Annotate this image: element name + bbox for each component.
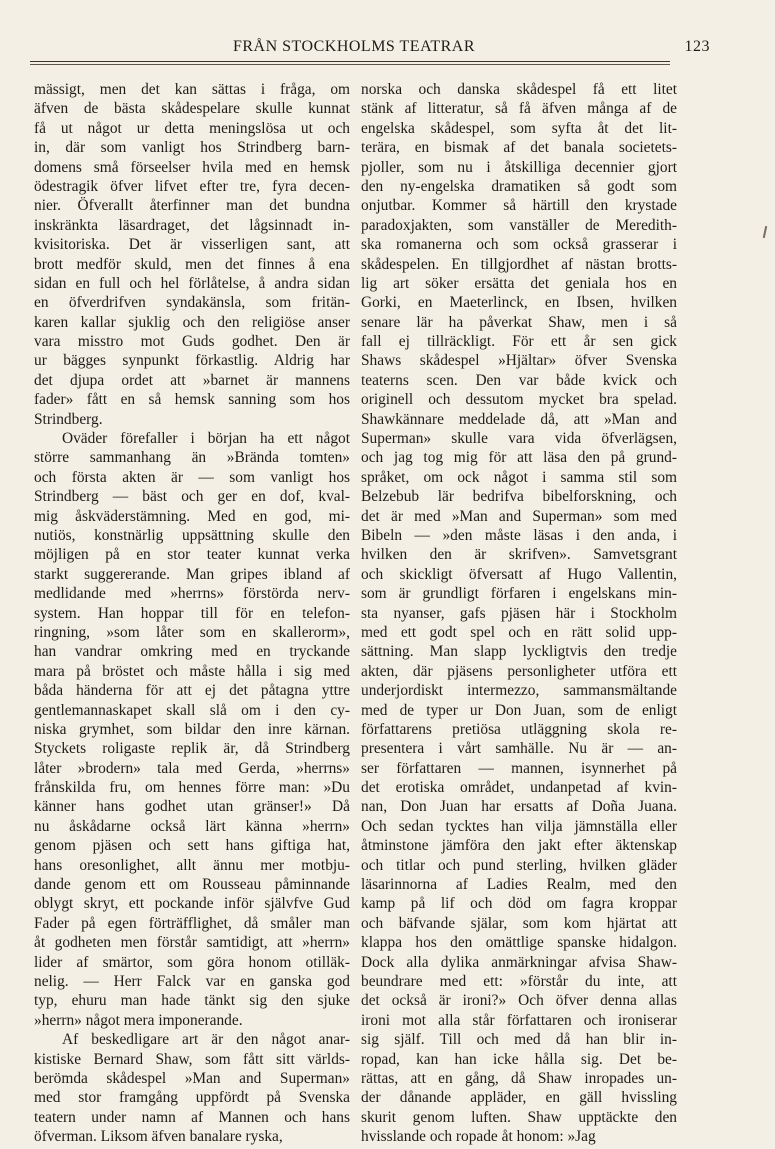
text-line: ringning, »som låter som en skallerorm», bbox=[34, 623, 350, 641]
text-line: teaterns scen. Den var både kvick och bbox=[361, 371, 677, 389]
text-line: Strindberg — bäst och ger en dof, kval- bbox=[34, 488, 350, 506]
text-line: fall ej tillräckligt. För ett år sen gick bbox=[361, 333, 677, 351]
text-line: Af beskedligare art är den något anar- bbox=[62, 1031, 350, 1049]
text-line: Gorki, en Maeterlinck, en Ibsen, hvilken bbox=[361, 294, 677, 312]
text-line: mässigt, men det kan sättas i fråga, om bbox=[34, 81, 350, 98]
text-line: ironi mot alla står författaren och ironiserar bbox=[361, 1011, 677, 1029]
text-line: kvisitoriska. Det är visserligen sant, att bbox=[34, 236, 350, 254]
text-line: hans oresonlighet, allt ännu mer motbju- bbox=[34, 856, 350, 874]
header-rule-secondary bbox=[30, 64, 670, 65]
text-line: hvisslande och ropade åt honom: »Jag bbox=[361, 1128, 596, 1146]
text-line: Dock alla dylika anmärkningar afvisa Shaw- bbox=[361, 953, 677, 971]
text-line: Och sedan tycktes han vilja jämnställa eller bbox=[361, 817, 677, 835]
text-line: nutiös, konstnärlig uppsättning skulle den bbox=[34, 526, 350, 544]
text-line: stänk af litteratur, så få äfven många af de bbox=[361, 100, 677, 118]
text-line: genom pjäsen och sett hans giftiga hat, bbox=[34, 837, 350, 855]
text-line: Fader på egen förträfflighet, då småler man bbox=[34, 914, 350, 932]
text-line: större sammanhang än »Brända tomten» bbox=[34, 449, 350, 467]
text-line: rättas, att en gång, då Shaw inropades un- bbox=[361, 1069, 677, 1087]
text-line: onjutbar. Kommer så härtill den krystade bbox=[361, 197, 677, 215]
text-line: terära, en bismak af det banala societets- bbox=[361, 139, 677, 157]
text-line: dande genom ett om Rousseau påminnande bbox=[34, 876, 350, 894]
text-line: lig art söker ersätta det geniala hos en bbox=[361, 274, 677, 292]
text-line: ödestragik öfver lifvet efter tre, fyra decen- bbox=[34, 177, 350, 195]
text-line: den ny-engelska dramatiken så godt som bbox=[361, 177, 677, 195]
text-line: och jag tog mig för att läsa den på grund- bbox=[361, 449, 677, 467]
text-line: det också är ironi?» Och öfver denna allas bbox=[361, 992, 677, 1010]
text-line: Oväder förefaller i början ha ett något bbox=[62, 430, 350, 448]
text-line: in, där som vanligt hos Strindberg barn- bbox=[34, 139, 350, 157]
text-line: låter »brodern» tala med Gerda, »herrns» bbox=[34, 759, 350, 777]
text-line: Bibeln — »den måste läsas i den anda, i bbox=[361, 526, 677, 544]
text-line: med stor framgång uppfördt på Svenska bbox=[34, 1089, 350, 1107]
text-line: vara misstro mot Guds godhet. Den är bbox=[34, 333, 350, 351]
text-line: underjordiskt intermezzo, sammansmältande bbox=[361, 682, 677, 700]
text-line: ropad, kan han icke hålla sig. Det be- bbox=[361, 1050, 677, 1068]
page-number: 123 bbox=[684, 38, 710, 55]
text-line: öfverman. Liksom äfven banalare ryska, bbox=[34, 1128, 283, 1146]
text-line: akten, där pjäsens personligheter utföra ett bbox=[361, 662, 677, 680]
text-line: der dånande appläder, en gäll hvissling bbox=[361, 1089, 677, 1107]
text-line: engelska skådespel, som syfta åt det lit- bbox=[361, 119, 677, 137]
text-line: det djupa ordet att »barnet är mannens bbox=[34, 371, 350, 389]
text-line: pjoller, som nu i åtskilliga decennier gjort bbox=[361, 158, 677, 176]
text-line: oblygt skryt, ett pockande inför självfve Gud bbox=[34, 895, 350, 913]
text-line: fader» fått en så hemsk sanning som hos bbox=[34, 391, 350, 409]
text-line: han vandrar omkring med en tryckande bbox=[34, 643, 350, 661]
text-line: mig åskväderstämning. Med en god, mi- bbox=[34, 507, 350, 525]
text-line: system. Han hoppar till för en telefon- bbox=[34, 604, 350, 622]
text-line: medlidande med »herrns» förstörda nerv- bbox=[34, 585, 350, 603]
text-line: karen kallar sjuklig och den religiöse anser bbox=[34, 313, 350, 331]
text-line: språket, om ock något i samma stil som bbox=[361, 468, 677, 486]
text-line: åt godheten men förstår samtidigt, att »herrn» bbox=[34, 934, 350, 952]
text-line: det erotiska området, undanpetad af kvin- bbox=[361, 779, 677, 797]
text-line: kamp på lif och död om fagra kroppar bbox=[361, 895, 677, 913]
text-line: norska och danska skådespel få ett litet bbox=[361, 81, 677, 98]
text-line: ur bägges synpunkt förkastlig. Aldrig har bbox=[34, 352, 350, 370]
text-line: Styckets roligaste replik är, då Strindberg bbox=[34, 740, 350, 758]
text-line: beundrare med ett: »förstår du inte, att bbox=[361, 972, 677, 990]
text-line: presentera i vårt samhälle. Nu är — an- bbox=[361, 740, 677, 758]
text-line: nelig. — Herr Falck var en ganska god bbox=[34, 972, 350, 990]
text-line: klappa hos den omättlige spanske hidalgon. bbox=[361, 934, 677, 952]
text-line: och första akten är — som vanligt hos bbox=[34, 468, 350, 486]
text-line: frånskilda fru, om hennes förre man: »Du bbox=[34, 779, 350, 797]
text-line: hvilken den är skrifven». Samvetsgrant bbox=[361, 546, 677, 564]
page-header bbox=[34, 38, 710, 60]
text-line: teatern under namn af Mannen och hans bbox=[34, 1108, 350, 1126]
text-line: nu åskådarne också lärt känna »herrn» bbox=[34, 817, 350, 835]
text-line: båda händerna för att ej det påtagna yttre bbox=[34, 682, 350, 700]
text-line: Strindberg. bbox=[34, 410, 103, 428]
text-line: och skickligt öfversatt af Hugo Vallentin, bbox=[361, 565, 677, 583]
text-line: lider af smärtor, som göra honom otilläk- bbox=[34, 953, 350, 971]
text-line: gentlemannaskapet skall slå om i den cy- bbox=[34, 701, 350, 719]
text-line: åtminstone jämföra den jakt efter äktenskap bbox=[361, 837, 677, 855]
text-line: det är med »Man and Superman» som med bbox=[361, 507, 677, 525]
header-rule bbox=[30, 61, 670, 62]
text-line: ser författaren — mannen, isynnerhet på bbox=[361, 759, 677, 777]
text-line: originell och dessutom mycket bra spelad. bbox=[361, 391, 677, 409]
text-line: sta nyanser, gafs pjäsen här i Stockholm bbox=[361, 604, 677, 622]
right-text-column bbox=[361, 80, 677, 1146]
text-line: Belzebub lär bedrifva bibelforskning, och bbox=[361, 488, 677, 506]
text-line: brott medför skuld, men det finnes å ena bbox=[34, 255, 350, 273]
text-line: sättning. Man slapp lyckligtvis den tredje bbox=[361, 643, 677, 661]
text-line: starkt suggererande. Man gripes ibland af bbox=[34, 565, 350, 583]
text-line: författarens pretiösa utläggning skola re- bbox=[361, 720, 677, 738]
text-line: och bäfvande själar, som kom hjärtat att bbox=[361, 914, 677, 932]
text-line: sig själf. Till och med då han blir in- bbox=[361, 1031, 677, 1049]
text-line: inskränkta läsardraget, det lågsinnadt in- bbox=[34, 216, 350, 234]
text-line: mara på bröstet och måste hålla i sig med bbox=[34, 662, 350, 680]
text-line: som är grundligt förfaren i engelskans min- bbox=[361, 585, 677, 603]
text-line: äfven de bästa skådespelare skulle kunnat bbox=[34, 100, 350, 118]
left-text-column bbox=[34, 80, 350, 1146]
text-line: nan, Don Juan har ersatts af Doña Juana. bbox=[361, 798, 677, 816]
text-line: få ut något ur detta meningslösa ut och bbox=[34, 119, 350, 137]
text-line: möjligen på en stor teater kunnat verka bbox=[34, 546, 350, 564]
text-line: niska grymhet, som bildar den inre kärnan. bbox=[34, 720, 350, 738]
text-line: domens små förseelser hvila med en hemsk bbox=[34, 158, 350, 176]
text-line: en öfverdrifven syndakänsla, som fritän- bbox=[34, 294, 350, 312]
text-line: med de typer ur Don Juan, som de enligt bbox=[361, 701, 677, 719]
running-title: FRÅN STOCKHOLMS TEATRAR bbox=[232, 38, 476, 55]
text-line: »herrn» något mera imponerande. bbox=[34, 1011, 243, 1029]
text-line: och titlar och pund sterling, hvilken gläder bbox=[361, 856, 677, 874]
text-line: nier. Öfverallt återfinner man det bundna bbox=[34, 197, 350, 215]
text-line: paradoxjakten, som vanställer de Meredith- bbox=[361, 216, 677, 234]
text-line: läsarinnorna af Ladies Realm, med den bbox=[361, 876, 677, 894]
text-line: skurit genom luften. Shaw upptäckte den bbox=[361, 1108, 677, 1126]
text-line: Superman» skulle vara vida öfverlägsen, bbox=[361, 430, 677, 448]
text-line: skådespelen. En tillgjordhet af nästan brotts- bbox=[361, 255, 677, 273]
text-line: Shaws skådespel »Hjältar» öfver Svenska bbox=[361, 352, 677, 370]
text-line: typ, ehuru man hade tänkt sig den sjuke bbox=[34, 992, 350, 1010]
text-line: senare lär ha påverkat Shaw, men i så bbox=[361, 313, 677, 331]
margin-mark bbox=[763, 226, 767, 238]
text-line: ska romanerna och som också grasserar i bbox=[361, 236, 677, 254]
text-line: med ett godt spel och en rätt solid upp- bbox=[361, 623, 677, 641]
text-line: Shawkännare meddelade då, att »Man and bbox=[361, 410, 677, 428]
text-line: känner hans godhet utan gränser!» Då bbox=[34, 798, 350, 816]
text-line: kistiske Bernard Shaw, som fått sitt världs- bbox=[34, 1050, 350, 1068]
text-line: sidan en full och hel förlåtelse, å andra sidan bbox=[34, 274, 350, 292]
text-line: berömda skådespel »Man and Superman» bbox=[34, 1069, 350, 1087]
